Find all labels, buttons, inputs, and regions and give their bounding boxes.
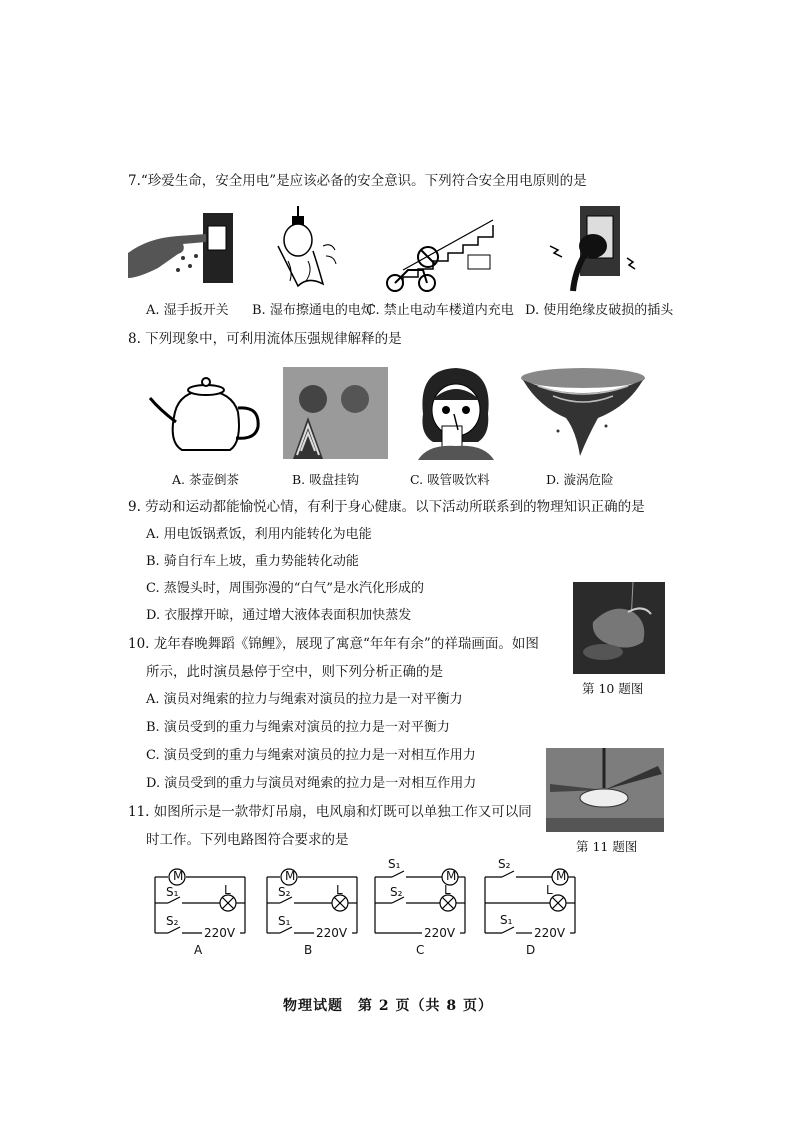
- q8-stem: 8. 下列现象中，可利用流体压强规律解释的是: [128, 331, 402, 347]
- q10-stem-line2: 所示，此时演员悬停于空中，则下列分析正确的是: [146, 664, 443, 680]
- circuit-c-motor: M: [446, 869, 457, 883]
- q7-option-d: D. 使用绝缘皮破损的插头: [525, 303, 674, 318]
- wet-hand-switch-image: [128, 208, 238, 293]
- q10-figure-caption: 第 10 题图: [582, 681, 644, 696]
- circuit-a-switch-top: S₁: [166, 885, 179, 899]
- q7-option-c: C. 禁止电动车楼道内充电: [366, 303, 514, 318]
- circuit-c-switch-top: S₁: [388, 857, 401, 871]
- q8-option-d: D. 漩涡危险: [546, 472, 614, 487]
- q9-option-b: B. 骑自行车上坡，重力势能转化动能: [146, 554, 359, 569]
- q7-option-b: B. 湿布擦通电的电灯: [252, 303, 374, 318]
- q7-stem: 7.“珍爱生命，安全用电”是应该必备的安全意识。下列符合安全用电原则的是: [128, 173, 587, 189]
- q9-option-c: C. 蒸馒头时，周围弥漫的“白气”是水汽化形成的: [146, 581, 425, 596]
- circuit-a-switch-bottom: S₂: [166, 914, 179, 928]
- suction-hooks-image: [283, 367, 388, 459]
- dancer-suspended-photo: [573, 582, 665, 674]
- circuit-b-label: B: [304, 943, 313, 957]
- circuit-b-lamp: L: [336, 883, 343, 897]
- q9-stem: 9. 劳动和运动都能愉悦心情，有利于身心健康。以下活动所联系到的物理知识正确的是: [128, 499, 645, 515]
- q10-option-a: A. 演员对绳索的拉力与绳索对演员的拉力是一对平衡力: [146, 692, 463, 707]
- teapot-image: [150, 372, 265, 454]
- circuit-d-switch-top: S₂: [498, 857, 511, 871]
- circuit-d: [480, 855, 580, 957]
- circuit-a-lamp: L: [224, 883, 231, 897]
- wet-cloth-bulb-image: [268, 206, 353, 294]
- q11-figure-caption: 第 11 题图: [576, 839, 638, 854]
- girl-drinking-straw-image: [408, 364, 503, 460]
- circuit-d-lamp: L: [546, 883, 553, 897]
- circuit-a-voltage: 220V: [204, 926, 236, 940]
- q11-stem-line2: 时工作。下列电路图符合要求的是: [146, 832, 349, 848]
- circuit-b-voltage: 220V: [316, 926, 348, 940]
- circuit-c-voltage: 220V: [424, 926, 456, 940]
- circuit-c-switch-mid: S₂: [390, 885, 403, 899]
- q7-option-a: A. 湿手扳开关: [146, 303, 229, 318]
- suction-cups: [283, 367, 388, 459]
- circuit-b-motor: M: [285, 869, 296, 883]
- circuit-b-switch-top: S₂: [278, 885, 291, 899]
- q10-stem-line1: 10. 龙年春晚舞蹈《锦鲤》，展现了寓意“年年有余”的祥瑞画面。如图: [128, 636, 539, 652]
- circuit-b-switch-bottom: S₁: [278, 914, 291, 928]
- q8-option-a: A. 茶壶倒茶: [172, 472, 239, 487]
- page-footer: 物理试题 第 2 页（共 8 页）: [283, 998, 493, 1014]
- circuit-d-label: D: [526, 943, 536, 957]
- circuit-d-voltage: 220V: [534, 926, 566, 940]
- q10-option-b: B. 演员受到的重力与绳索对演员的拉力是一对平衡力: [146, 720, 450, 735]
- circuit-d-motor: M: [556, 869, 567, 883]
- q10-option-c: C. 演员受到的重力与绳索对演员的拉力是一对相互作用力: [146, 748, 476, 763]
- fan-figure: [546, 748, 664, 832]
- damaged-plug-image: [545, 206, 640, 291]
- dancer-figure: [573, 582, 665, 674]
- ebike-stairwell-image: [383, 215, 498, 295]
- q10-option-d: D. 演员受到的重力与演员对绳索的拉力是一对相互作用力: [146, 776, 477, 791]
- circuit-d-switch-bottom: S₁: [500, 913, 513, 927]
- circuit-b: [262, 863, 362, 957]
- circuit-c: [370, 855, 470, 957]
- q8-option-c: C. 吸管吸饮料: [410, 472, 490, 487]
- circuit-a-label: A: [194, 943, 203, 957]
- q8-option-b: B. 吸盘挂钩: [292, 472, 360, 487]
- circuit-a-motor: M: [173, 869, 184, 883]
- whirlpool-image: [518, 366, 648, 458]
- q11-stem-line1: 11. 如图所示是一款带灯吊扇，电风扇和灯既可以单独工作又可以同: [128, 804, 532, 820]
- circuit-c-label: C: [416, 943, 425, 957]
- circuit-c-lamp: L: [444, 883, 451, 897]
- q9-option-d: D. 衣服撑开晾，通过增大液体表面积加快蒸发: [146, 608, 412, 623]
- circuit-a: [150, 863, 250, 957]
- q9-option-a: A. 用电饭锅煮饭，利用内能转化为电能: [146, 527, 372, 542]
- ceiling-fan-photo: [546, 748, 664, 832]
